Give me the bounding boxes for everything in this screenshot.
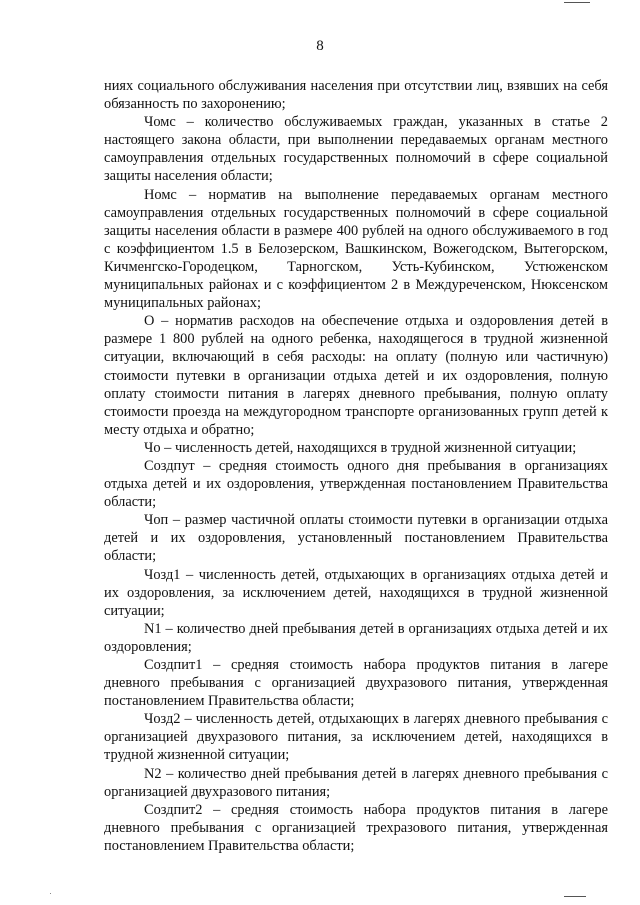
paragraph: N1 – количество дней пребывания детей в организациях отдыха детей и их оздоровления; [104, 620, 608, 655]
page-number: 8 [316, 38, 324, 54]
paragraph: Чозд1 – численность детей, отдыхающих в организациях отдыха детей и их оздоровления, за исключением детей, находящихся в трудной жизненной ситуации; [104, 566, 608, 619]
paragraph: N2 – количество дней пребывания детей в лагерях дневного пребывания с организацией двухразового питания; [104, 765, 608, 800]
paragraph: ниях социального обслуживания населения при отсутствии лиц, взявших на себя обязанность по захоронению; [104, 78, 608, 113]
document-body [104, 77, 608, 855]
paragraph: Чозд2 – численность детей, отдыхающих в лагерях дневного пребывания с организацией двухразового питания, за исключением детей, находящихся в трудной жизненной ситуации; [104, 711, 608, 764]
paragraph: О – норматив расходов на обеспечение отдыха и оздоровления детей в размере 1 800 рублей на одного ребенка, находящегося в трудной жизненной ситуации, включающий в себя расходы: на оплату (полную или частичную) стоимости путевки в организации отдыха детей и их оздоровления, полную оплату стоимости питания в лагерях дневного пребывания, полную оплату стоимости проезда на междугородном транспорте организованных групп детей к месту отдыха и обратно; [104, 313, 608, 438]
paragraph: Номс – норматив на выполнение передаваемых органам местного самоуправления отдельных государственных полномочий в сфере социальной защиты населения области в размере 400 рублей на одного обслуживаемого в год с коэффициентом 1.5 в Белозерском, Вашкинском, Вожегодском, Вытегорском, Кичменгско-Городецком, Тарногском, Усть-Кубинском, Устюженском муниципальных районах и с коэффициентом 2 в Междуреченском, Нюксенском муниципальных районах; [104, 186, 608, 312]
scan-artifact [50, 893, 51, 894]
paragraph: Чоп – размер частичной оплаты стоимости путевки в организации отдыха детей и их оздоровления, установленный постановлением Правительства области; [104, 512, 608, 565]
paragraph: Создпут – средняя стоимость одного дня пребывания в организациях отдыха детей и их оздоровления, утвержденная постановлением Правительства области; [104, 457, 608, 511]
paragraph: Чомс – количество обслуживаемых граждан, указанных в статье 2 настоящего закона области, при выполнении передаваемых органам местного самоуправления отдельных государственных полномочий в сфере социальной защиты населения области; [104, 114, 608, 185]
scan-artifact [564, 2, 590, 3]
paragraph: Создпит2 – средняя стоимость набора продуктов питания в лагере дневного пребывания с организацией трехразового питания, утвержденная постановлением Правительства области; [104, 801, 608, 854]
paragraph: Создпит1 – средняя стоимость набора продуктов питания в лагере дневного пребывания с организацией двухразового питания, утвержденная постановлением Правительства области; [104, 657, 608, 710]
scan-artifact [564, 896, 586, 897]
paragraph: Чо – численность детей, находящихся в трудной жизненной ситуации; [144, 439, 577, 456]
